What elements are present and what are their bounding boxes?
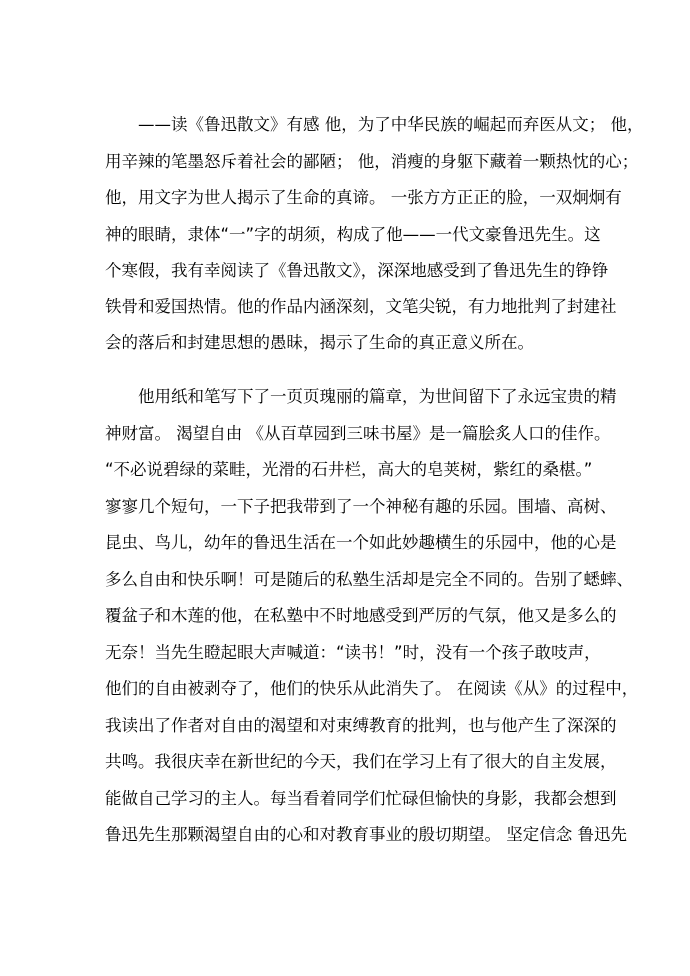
text-line: 个寒假，我有幸阅读了《鲁迅散文》，深深地感受到了鲁迅先生的铮铮 bbox=[105, 261, 609, 280]
text-line: 昆虫、鸟儿，幼年的鲁迅生活在一个如此妙趣横生的乐园中，他的心是 bbox=[105, 533, 617, 552]
text-line: 神的眼睛，隶体“一”字的胡须，构成了他——一代文豪鲁迅先生。这 bbox=[105, 225, 601, 244]
text-line: 会的落后和封建思想的愚昧，揭示了生命的真正意义所在。 bbox=[105, 333, 534, 352]
text-line: 寥寥几个短句，一下子把我带到了一个神秘有趣的乐园。围墙、高树、 bbox=[105, 497, 617, 516]
text-line: 他，用文字为世人揭示了生命的真谛。 一张方方正正的脸，一双炯炯有 bbox=[105, 188, 622, 207]
text-line: ——读《鲁迅散文》有感 他，为了中华民族的崛起而弃医从文； 他， bbox=[105, 115, 644, 134]
text-line: 铁骨和爱国热情。他的作品内涵深刻，文笔尖锐，有力地批判了封建社 bbox=[105, 297, 617, 316]
text-line: 他用纸和笔写下了一页页瑰丽的篇章，为世间留下了永远宝贵的精 bbox=[105, 387, 617, 406]
text-line: 鲁迅先生那颗渴望自由的心和对教育事业的殷切期望。 坚定信念 鲁迅先 bbox=[105, 825, 627, 844]
text-line: 用辛辣的笔墨怒斥着社会的鄙陋； 他，消瘦的身躯下藏着一颗热忱的心； bbox=[105, 152, 639, 171]
text-line: 他们的自由被剥夺了，他们的快乐从此消失了。 在阅读《从》的过程中， bbox=[105, 679, 639, 698]
text-line: 无奈！当先生瞪起眼大声喊道：“读书！”时，没有一个孩子敢吱声， bbox=[105, 643, 601, 662]
text-line: 能做自己学习的主人。每当看着同学们忙碌但愉快的身影，我都会想到 bbox=[105, 789, 617, 808]
text-line: 多么自由和快乐啊！可是随后的私塾生活却是完全不同的。告别了蟋蟀、 bbox=[105, 570, 633, 589]
text-line: 我读出了作者对自由的渴望和对束缚教育的批判，也与他产生了深深的 bbox=[105, 716, 617, 735]
text-line: 覆盆子和木莲的他，在私塾中不时地感受到严厉的气氛，他又是多么的 bbox=[105, 606, 617, 625]
text-line: 神财富。 渴望自由 《从百草园到三味书屋》是一篇脍炙人口的佳作。 bbox=[105, 424, 611, 443]
text-line: 共鸣。我很庆幸在新世纪的今天，我们在学习上有了很大的自主发展， bbox=[105, 752, 617, 771]
text-line: “不必说碧绿的菜畦，光滑的石井栏，高大的皂荚树，紫红的桑椹。” bbox=[105, 460, 593, 479]
